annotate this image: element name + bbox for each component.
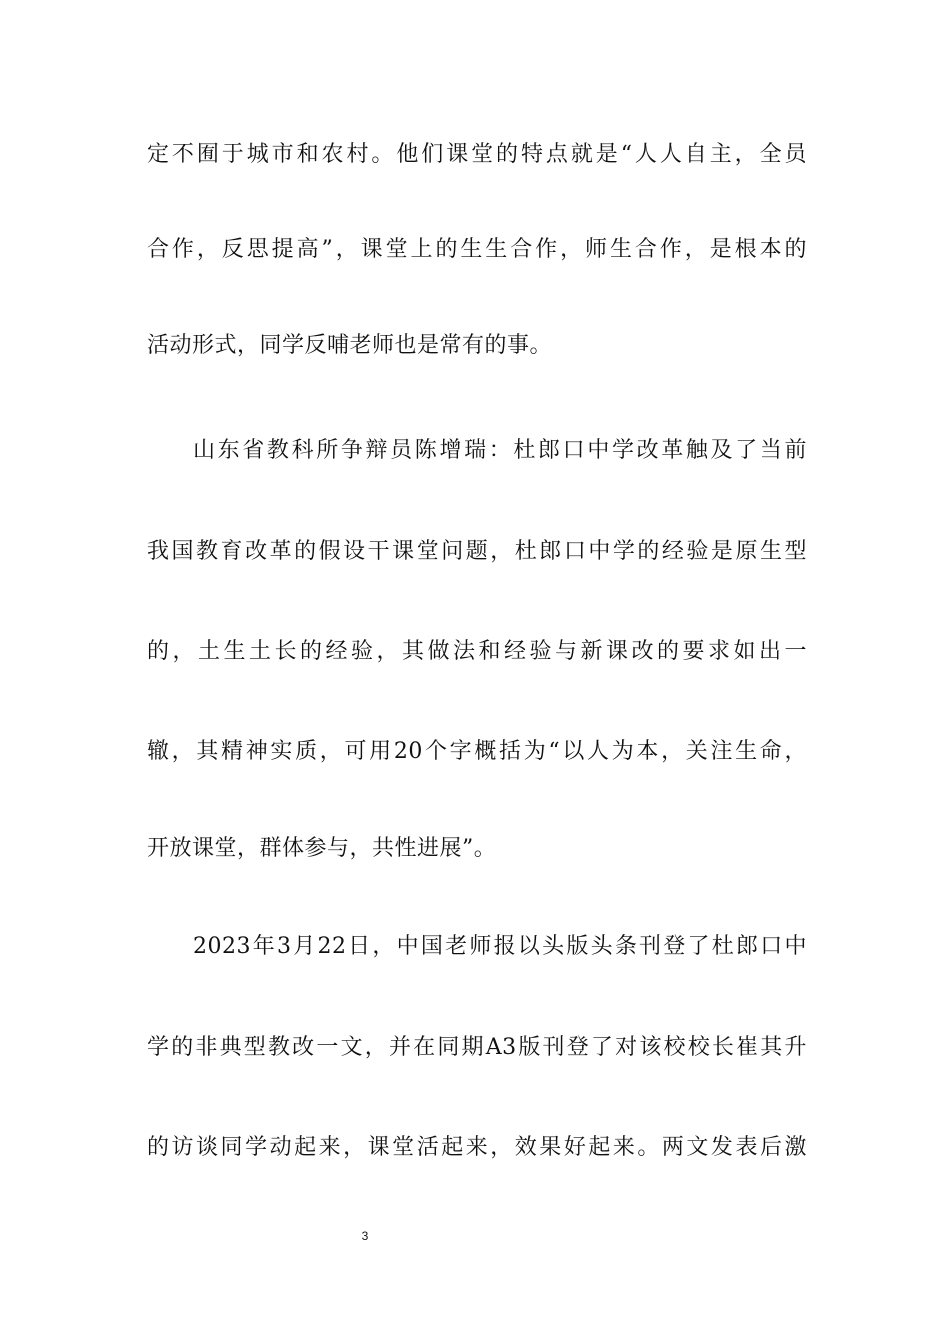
paragraph-line: 的访谈同学动起来，课堂活起来，效果好起来。两文发表后激 bbox=[147, 1135, 807, 1160]
paragraph-line: 辙，其精神实质，可用20个字概括为“以人为本，关注生命， bbox=[147, 739, 807, 764]
paragraph-line: 我国教育改革的假设干课堂问题，杜郎口中学的经验是原生型 bbox=[147, 539, 807, 564]
paragraph-line: 活动形式，同学反哺老师也是常有的事。 bbox=[147, 333, 553, 358]
page-number: 3 bbox=[361, 1229, 369, 1243]
paragraph-line: 合作，反思提高”，课堂上的生生合作，师生合作，是根本的 bbox=[147, 237, 807, 262]
paragraph-line: 开放课堂，群体参与，共性进展”。 bbox=[147, 836, 497, 861]
paragraph-line: 学的非典型教改一文，并在同期A3版刊登了对该校校长崔其升 bbox=[147, 1035, 807, 1060]
paragraph-line: 2023年3月22日，中国老师报以头版头条刊登了杜郎口中 bbox=[193, 934, 807, 959]
paragraph-line: 定不囿于城市和农村。他们课堂的特点就是“人人自主，全员 bbox=[147, 142, 807, 167]
paragraph-line: 的，土生土长的经验，其做法和经验与新课改的要求如出一 bbox=[147, 639, 807, 664]
paragraph-line: 山东省教科所争辩员陈增瑞：杜郎口中学改革触及了当前 bbox=[193, 438, 807, 463]
